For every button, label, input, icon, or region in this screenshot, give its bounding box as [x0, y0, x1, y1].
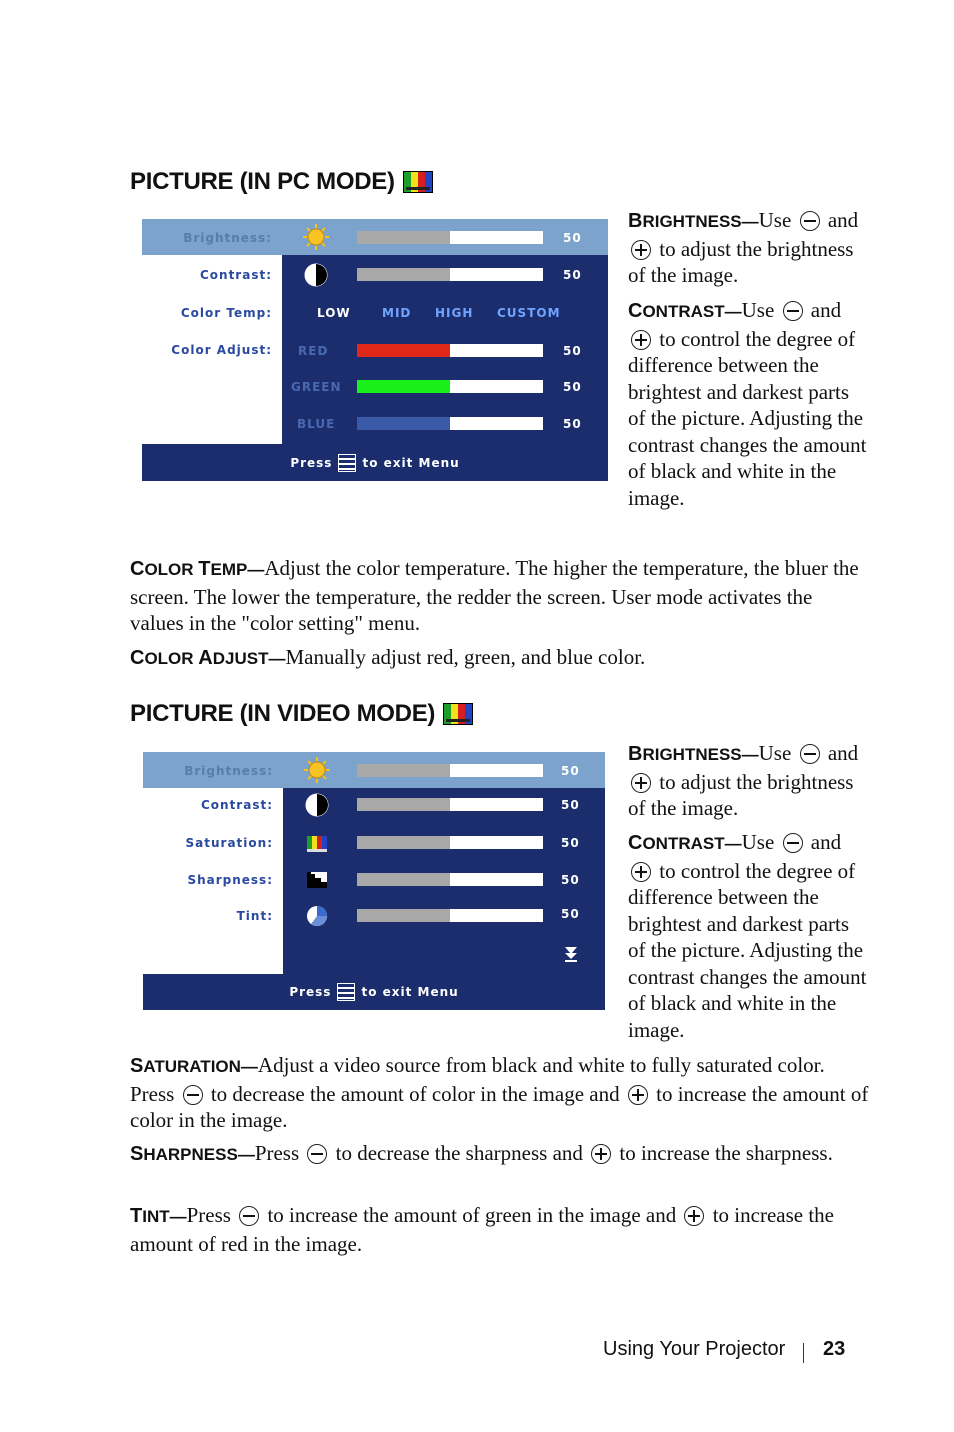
menu-icon [338, 454, 356, 472]
osd-label-sharpness: Sharpness: [187, 873, 273, 887]
brightness-label: BRIGHTNESS— [628, 210, 759, 232]
osd-bar-green[interactable] [357, 380, 543, 393]
section-title-video [130, 700, 473, 728]
osd-value-saturation: 50 [561, 836, 580, 850]
section-title-pc-text: PICTURE (IN PC MODE) [130, 168, 395, 195]
osd-label-red: RED [298, 344, 329, 358]
plus-button-icon [631, 240, 651, 260]
osd-footer-press: Press [289, 985, 332, 999]
footer-divider [803, 1343, 804, 1363]
minus-button-icon [783, 833, 803, 853]
osd-label-brightness: Brightness: [184, 764, 273, 778]
osd-value-red: 50 [563, 344, 582, 358]
osd-footer-exit: to exit Menu [361, 985, 459, 999]
menu-icon [337, 983, 355, 1001]
contrast-icon [302, 261, 330, 289]
minus-button-icon [800, 211, 820, 231]
osd-label-color-temp: Color Temp: [180, 306, 272, 320]
osd-bar-contrast[interactable] [357, 798, 543, 811]
osd-footer [142, 445, 608, 481]
osd-label-tint: Tint: [236, 909, 273, 923]
saturation-desc: SATURATION—Adjust a video source from black and white to fully saturated color. Press to decrease the amount of color in the image and to increase the amount of color in the image. [130, 1053, 869, 1132]
contrast-label: CONTRAST— [628, 832, 742, 854]
footer-chapter: Using Your Projector [603, 1338, 786, 1360]
sharpness-icon [303, 866, 331, 894]
osd-value-contrast: 50 [563, 268, 582, 282]
color-temp-option-custom[interactable]: CUSTOM [497, 306, 561, 320]
minus-button-icon [783, 301, 803, 321]
pc-contrast-desc: CONTRAST—Use and to control the degree of difference between the brightest and darkest parts of the picture. Adjusting the contrast changes the amount of black and white in the image. [628, 298, 867, 510]
video-contrast-desc: CONTRAST—Use and to control the degree of difference between the brightest and darkest parts of the picture. Adjusting the contrast changes the amount of black and white in the image. [628, 830, 867, 1042]
saturation-label: SATURATION— [130, 1055, 258, 1077]
color-temp-label: COLOR TEMP— [130, 558, 265, 580]
osd-value-sharpness: 50 [561, 873, 580, 887]
minus-button-icon [239, 1206, 259, 1226]
tint-label: TINT— [130, 1205, 187, 1227]
osd-menu-video [143, 752, 605, 1010]
contrast-label: CONTRAST— [628, 300, 742, 322]
video-brightness-desc: BRIGHTNESS—Use and to adjust the brightness of the image. [628, 741, 859, 820]
osd-bar-contrast[interactable] [357, 268, 543, 281]
osd-value-contrast: 50 [561, 798, 580, 812]
osd-bar-brightness[interactable] [357, 764, 543, 777]
brightness-label: BRIGHTNESS— [628, 743, 759, 765]
color-temp-desc: COLOR TEMP—Adjust the color temperature. The higher the temperature, the bluer the screen. The lower the temperature, the redder the screen. User mode activates the values in the "color setting" menu. [130, 556, 859, 635]
tint-desc: TINT—Press to increase the amount of green in the image and to increase the amount of red in the image. [130, 1203, 834, 1256]
osd-bar-blue[interactable] [357, 417, 543, 430]
minus-button-icon [183, 1085, 203, 1105]
osd-bar-sharpness[interactable] [357, 873, 543, 886]
contrast-icon [303, 791, 331, 819]
osd-label-blue: BLUE [297, 417, 336, 431]
osd-bar-red[interactable] [357, 344, 543, 357]
section-title-video-text: PICTURE (IN VIDEO MODE) [130, 700, 436, 727]
color-temp-option-high[interactable]: HIGH [435, 306, 474, 320]
tint-icon [303, 902, 331, 930]
saturation-icon [303, 830, 331, 858]
color-bars-icon [443, 703, 473, 725]
sun-icon [303, 756, 331, 784]
minus-button-icon [800, 744, 820, 764]
osd-bar-brightness[interactable] [357, 231, 543, 244]
plus-button-icon [591, 1144, 611, 1164]
pc-brightness-desc: BRIGHTNESS—Use and to adjust the brightness of the image. [628, 208, 859, 287]
osd-label-contrast: Contrast: [199, 268, 272, 282]
osd-menu-pc [142, 219, 608, 481]
section-title-pc [130, 168, 433, 196]
plus-button-icon [631, 862, 651, 882]
osd-label-green: GREEN [291, 380, 342, 394]
plus-button-icon [628, 1085, 648, 1105]
plus-button-icon [684, 1206, 704, 1226]
osd-value-green: 50 [563, 380, 582, 394]
color-temp-option-low[interactable]: LOW [317, 306, 351, 320]
color-temp-option-mid[interactable]: MID [382, 306, 412, 320]
plus-button-icon [631, 773, 651, 793]
osd-label-color-adjust: Color Adjust: [171, 343, 272, 357]
footer-page-number: 23 [823, 1338, 846, 1360]
osd-value-blue: 50 [563, 417, 582, 431]
sun-icon [302, 223, 330, 251]
sharpness-label: SHARPNESS— [130, 1143, 255, 1165]
scroll-down-icon[interactable] [563, 945, 579, 963]
osd-footer [143, 974, 605, 1010]
sharpness-desc: SHARPNESS—Press to decrease the sharpness and to increase the sharpness. [130, 1141, 833, 1165]
color-adjust-label: COLOR ADJUST— [130, 647, 286, 669]
osd-value-brightness: 50 [563, 231, 582, 245]
osd-label-brightness: Brightness: [183, 231, 272, 245]
plus-button-icon [631, 330, 651, 350]
osd-footer-exit: to exit Menu [362, 456, 460, 470]
osd-value-brightness: 50 [561, 764, 580, 778]
osd-bar-tint[interactable] [357, 909, 543, 922]
osd-label-contrast: Contrast: [200, 798, 273, 812]
color-adjust-desc: COLOR ADJUST—Manually adjust red, green, and blue color. [130, 645, 646, 669]
osd-value-tint: 50 [561, 907, 580, 921]
minus-button-icon [307, 1144, 327, 1164]
osd-bar-saturation[interactable] [357, 836, 543, 849]
osd-label-saturation: Saturation: [185, 836, 273, 850]
osd-footer-press: Press [290, 456, 333, 470]
color-bars-icon [403, 171, 433, 193]
